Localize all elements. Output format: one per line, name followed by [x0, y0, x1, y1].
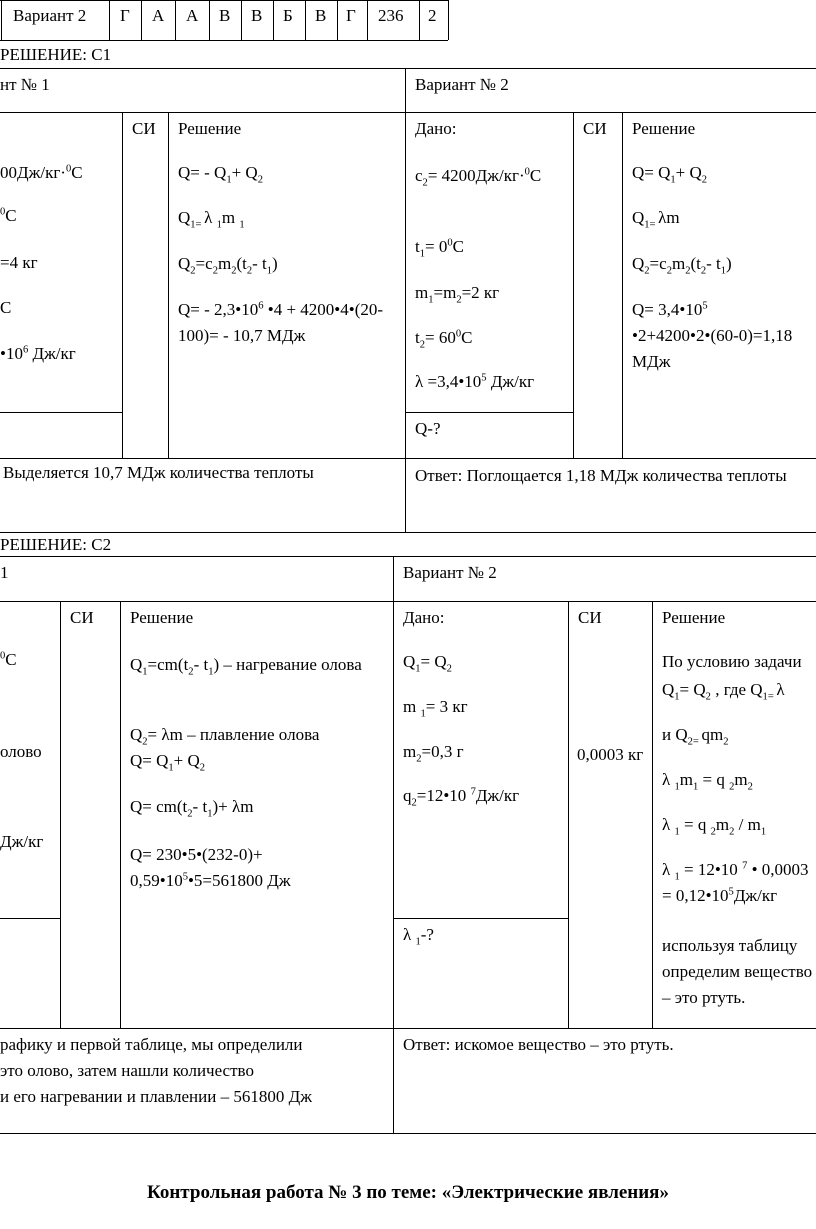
c1-v1-formula-q2: $Q_2=c_2m_2(t_2-$ $t_1$) — [178, 254, 278, 277]
c1-v1-formula-q: $Q= - Q_1+ Q_2$ — [178, 163, 263, 186]
c1-variant1-label: нт № 1 — [0, 75, 50, 94]
c2-v1-formula-q-full: $Q= cm(t_2-$ $t_1)+ \lambda m$ — [130, 797, 254, 820]
c2-v1-formula-q1: $Q_1=cm(t_2-$ $t_1$) – нагревание олова — [130, 655, 362, 678]
c1-v2-given-m: $m_1=m_2=2$ кг — [415, 283, 500, 306]
c1-v2-formula-result: $Q= 3,4•10^5$ •2+4200•2•(60-0)=1,18 МДж — [632, 300, 793, 371]
c1-v1-solution-header: Решение — [178, 119, 242, 138]
c1-v2-given-t1: $t_1= 0^0С$ — [415, 237, 464, 260]
c1-v2-formula-q: $Q= Q_1+ Q_2$ — [632, 163, 708, 186]
c1-v2-formula-q1: $Q_{1=}$ λm — [632, 208, 680, 231]
c2-v2-sol-line7: = $0,12•10^5Дж/кг$ — [662, 886, 778, 905]
answer-cell: 2 — [428, 6, 437, 25]
c2-v2-sol-line5: λ $_1$ = q $_2m_2 / m_1$ — [662, 815, 767, 838]
c2-v1-formula-q: $Q= Q_1+ Q_2$ — [130, 751, 206, 774]
answer-cell: 236 — [378, 6, 404, 25]
c2-heading: РЕШЕНИЕ: С2 — [0, 535, 112, 554]
c2-v2-find: λ $_1$-? — [403, 925, 434, 948]
c1-v2-answer: Ответ: Поглощается 1,18 МДж количества теплоты — [415, 466, 787, 485]
c2-v2-sol-line8: используя таблицу — [662, 936, 798, 955]
c2-v1-answer-line3: и его нагревании и плавлении – 561800 Дж — [0, 1087, 312, 1106]
c2-v2-given-q: $Q_1= Q_2$ — [403, 652, 452, 675]
c1-v2-formula-q2: $Q_2=c_2m_2(t_2-$ $t_1$) — [632, 254, 732, 277]
c2-v1-formula-q2: $Q_2= \lambda m$ – плавление олова — [130, 725, 320, 748]
c2-v2-si-header: СИ — [578, 608, 602, 627]
c1-v1-formula-q1: $Q_{1=}$ λ $_1$m $_1$ — [178, 208, 245, 231]
answer-cell: Г — [346, 6, 356, 25]
answer-cell: Вариант 2 — [13, 6, 87, 25]
c1-v2-given-t2: $t_2= 60^0С$ — [415, 328, 473, 351]
c2-v1-given-1: $^0$С — [0, 650, 17, 669]
c2-v2-sol-line6: λ $_1$ = 12•10 $^7$ • 0,0003 — [662, 860, 809, 883]
c2-v1-given-2: олово — [0, 742, 42, 761]
answer-cell: В — [315, 6, 327, 25]
c2-v1-formula-result: Q= 230•5•(232-0)+ $0,59•10^5•5=561800$ Дж — [130, 845, 291, 890]
c2-v1-solution-header: Решение — [130, 608, 194, 627]
answer-cell: В — [219, 6, 231, 25]
c1-v1-given-2: $^0$С — [0, 206, 17, 225]
c2-v1-answer-line2: это олово, затем нашли количество — [0, 1061, 254, 1080]
c1-v1-given-1: 00Дж/кг·$^0$С — [0, 163, 83, 182]
c1-v2-given-c2: $c_2= 4200Дж/кг\cdot^0С$ — [415, 166, 542, 189]
c2-variant2-label: Вариант № 2 — [403, 563, 497, 582]
c2-v2-sol-line9: определим вещество — [662, 962, 813, 981]
c2-v2-sol-line2: $Q_1= Q_2$ , где $Q_{1=}$ λ — [662, 680, 785, 703]
c1-v1-answer: Выделяется 10,7 МДж количества теплоты — [3, 463, 314, 482]
c1-v1-given-4: С — [0, 298, 12, 317]
c2-v2-sol-line1: По условию задачи — [662, 652, 802, 671]
page-title: Контрольная работа № 3 по теме: «Электрические явления» — [147, 1182, 669, 1203]
c1-v1-formula-result: $Q= - 2,3•10^6$ •4 + 4200•4•(20-100)= - 10,7 МДж — [178, 300, 384, 345]
c2-v1-answer-line1: рафику и первой таблице, мы определили — [0, 1035, 303, 1054]
answer-cell: А — [152, 6, 165, 25]
c2-v1-si-header: СИ — [70, 608, 94, 627]
c2-v2-given-q2: $q_2=12•10$ $^7$Дж/кг — [403, 786, 520, 809]
c2-v2-sol-line3: и $Q_{2=}$ $qm_2$ — [662, 725, 729, 748]
c2-v2-given-m2: $m_2=0,3$ г — [403, 742, 464, 765]
c2-v1-given-3: Дж/кг — [0, 832, 44, 851]
c2-v2-sol-line4: λ $_1m_1 = q$ $_2m_2$ — [662, 770, 753, 793]
c1-v2-find: Q-? — [415, 419, 441, 438]
c1-variant2-label: Вариант № 2 — [415, 75, 509, 94]
c2-v2-given-header: Дано: — [403, 608, 445, 627]
c1-v2-given-lambda: $\lambda =3,4•10^5$ Дж/кг — [415, 372, 535, 391]
c2-v2-si-value: 0,0003 кг — [577, 745, 644, 764]
c2-v2-given-m1: m $_1$= 3 кг — [403, 697, 468, 720]
c1-v1-given-3: =4 кг — [0, 253, 38, 272]
c1-v1-given-5: $•10^6$ Дж/кг — [0, 344, 76, 363]
c1-v2-si-header: СИ — [583, 119, 607, 138]
c2-v2-sol-line10: – это ртуть. — [662, 988, 746, 1007]
c1-v2-solution-header: Решение — [632, 119, 696, 138]
c1-heading: РЕШЕНИЕ: С1 — [0, 45, 112, 64]
c2-variant1-label: 1 — [0, 563, 9, 582]
c1-v1-si-header: СИ — [132, 119, 156, 138]
answer-cell: Г — [120, 6, 130, 25]
answer-cell: А — [186, 6, 199, 25]
c1-v2-given-header: Дано: — [415, 119, 457, 138]
answer-cell: В — [251, 6, 263, 25]
c2-v2-answer: Ответ: искомое вещество – это ртуть. — [403, 1035, 674, 1054]
answer-cell: Б — [283, 6, 293, 25]
c2-v2-solution-header: Решение — [662, 608, 726, 627]
